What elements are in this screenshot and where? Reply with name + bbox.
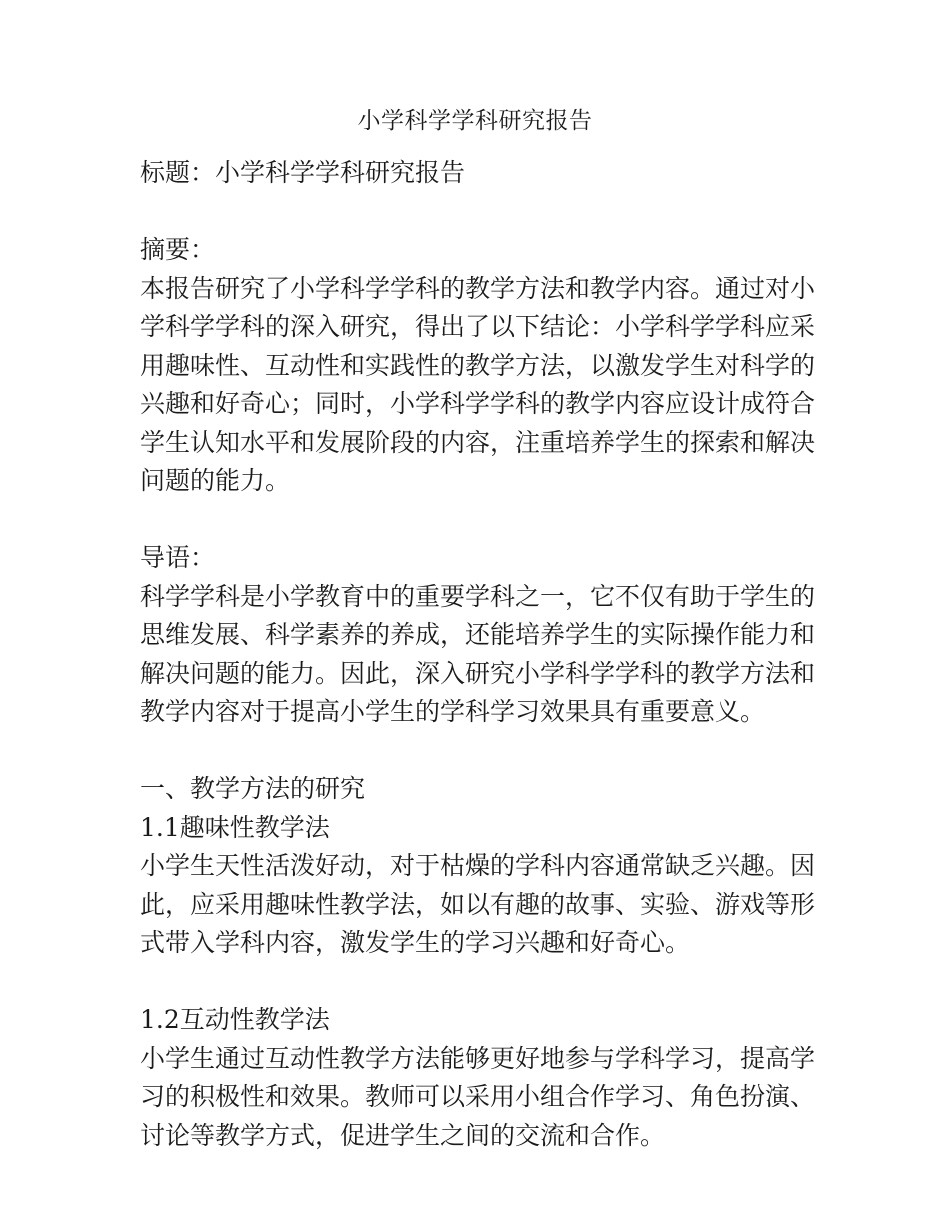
- section-teaching-methods: [140, 770, 816, 963]
- paragraph-line: 小学生通过互动性教学方法能够更好地参与学科学习，提高学: [140, 1043, 816, 1073]
- paragraph-line: 兴趣和好奇心；同时，小学科学学科的教学内容应设计成符合: [140, 389, 816, 418]
- paragraph-line: 习的积极性和效果。教师可以采用小组合作学习、角色扮演、: [140, 1082, 816, 1111]
- paragraph-gap: [140, 732, 812, 771]
- paragraph-gap: [140, 501, 812, 540]
- document-body: [140, 154, 816, 1155]
- subsection-heading: 1.1趣味性教学法: [140, 812, 330, 842]
- subsection-heading: 1.2互动性教学法: [140, 1005, 330, 1034]
- paragraph-line: 学科学学科的深入研究，得出了以下结论：小学科学学科应采: [140, 312, 816, 341]
- title-line: 标题：小学科学学科研究报告: [140, 158, 466, 187]
- paragraph-line: 用趣味性、互动性和实践性的教学方法，以激发学生对科学的: [140, 350, 816, 380]
- paragraph-line: 本报告研究了小学科学学科的教学方法和教学内容。通过对小: [140, 273, 816, 303]
- section-heading: 摘要：: [140, 235, 216, 264]
- paragraph-line: 问题的能力。: [140, 466, 291, 495]
- paragraph-gap: [140, 963, 812, 1002]
- document-title: 小学科学学科研究报告: [357, 108, 593, 134]
- paragraph-line: 此，应采用趣味性教学法，如以有趣的故事、实验、游戏等形: [140, 889, 816, 919]
- paragraph-line: 教学内容对于提高小学生的学科学习效果具有重要意义。: [140, 697, 766, 726]
- paragraph-gap: [140, 193, 812, 232]
- paragraph-line: 学生认知水平和发展阶段的内容，注重培养学生的探索和解决: [140, 427, 816, 457]
- section-interactive-method: [140, 1001, 816, 1155]
- section-abstract: [140, 231, 816, 501]
- paragraph-line: 式带入学科内容，激发学生的学习兴趣和好奇心。: [140, 928, 691, 957]
- section-heading: 导语：: [140, 543, 216, 572]
- paragraph-line: 科学学科是小学教育中的重要学科之一，它不仅有助于学生的: [140, 581, 816, 611]
- section-heading: 一、教学方法的研究: [140, 774, 366, 803]
- paragraph-line: 思维发展、科学素养的养成，还能培养学生的实际操作能力和: [140, 620, 816, 649]
- paragraph-line: 解决问题的能力。因此，深入研究小学科学学科的教学方法和: [140, 658, 816, 688]
- section-introduction: [140, 539, 816, 732]
- paragraph-line: 讨论等教学方式，促进学生之间的交流和合作。: [140, 1120, 666, 1150]
- paragraph-line: 小学生天性活泼好动，对于枯燥的学科内容通常缺乏兴趣。因: [140, 851, 816, 880]
